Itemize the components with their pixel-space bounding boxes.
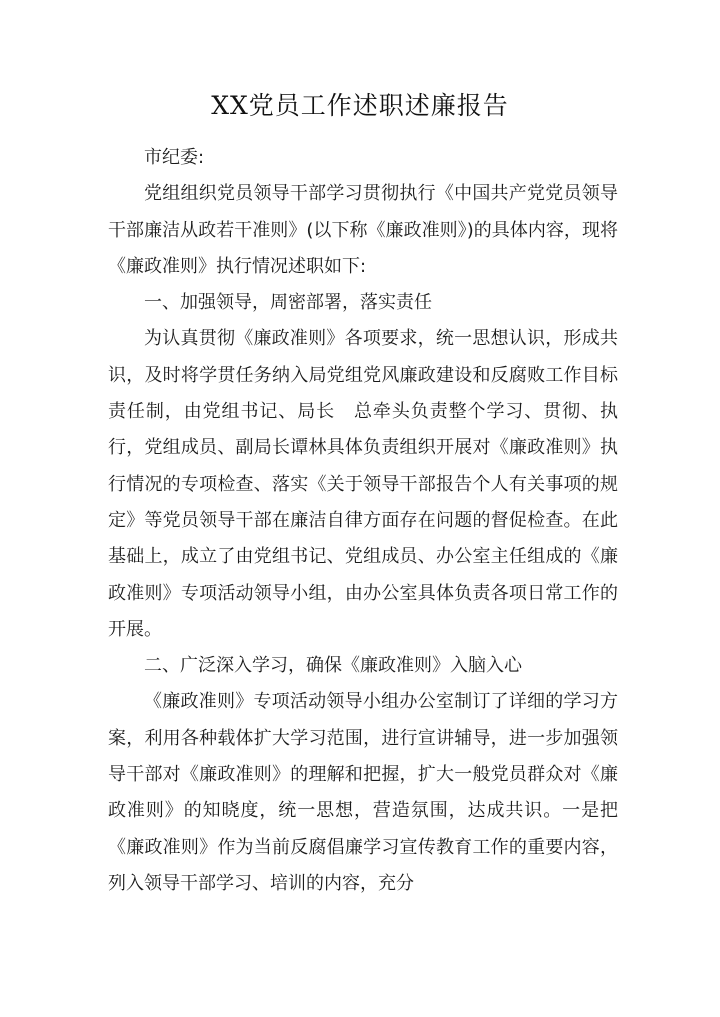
- salutation: 市纪委:: [144, 147, 205, 168]
- document-body: [108, 140, 618, 902]
- section-paragraph-1: 为认真贯彻《廉政准则》各项要求，统一思想认识，形成共识，及时将学贯任务纳入局党组党风廉政建设和反腐败工作目标责任制，由党组书记、局长 总牵头负责整个学习、贯彻、执行，党组成员、副局长谭林具体负责组织开展对《廉政准则》执行情况的专项检查、落实《关于领导干部报告个人有关事项的规定》等党员领导干部在廉洁自律方面存在问题的督促检查。在此基础上，成立了由党组书记、党组成员、办公室主任组成的《廉政准则》专项活动领导小组，由办公室具体负责各项日常工作的开展。: [108, 328, 618, 640]
- section-heading-1: 一、加强领导，周密部署，落实责任: [144, 292, 432, 314]
- document-title: XX党员工作述职述廉报告: [211, 91, 509, 120]
- section-paragraph-2: 《廉政准则》专项活动领导小组办公室制订了详细的学习方案，利用各种载体扩大学习范围，进行宣讲辅导，进一步加强领导干部对《廉政准则》的理解和把握，扩大一般党员群众对《廉政准则》的知晓度，统一思想，营造氛围，达成共识。一是把《廉政准则》作为当前反腐倡廉学习宣传教育工作的重要内容，列入领导干部学习、培训的内容，充分: [108, 691, 618, 894]
- section-heading-2: 二、广泛深入学习，确保《廉政准则》入脑入心: [144, 655, 522, 677]
- intro-paragraph: 党组组织党员领导干部学习贯彻执行《中国共产党党员领导干部廉洁从政若干准则》(以下称《廉政准则》)的具体内容，现将《廉政准则》执行情况述职如下:: [108, 183, 618, 277]
